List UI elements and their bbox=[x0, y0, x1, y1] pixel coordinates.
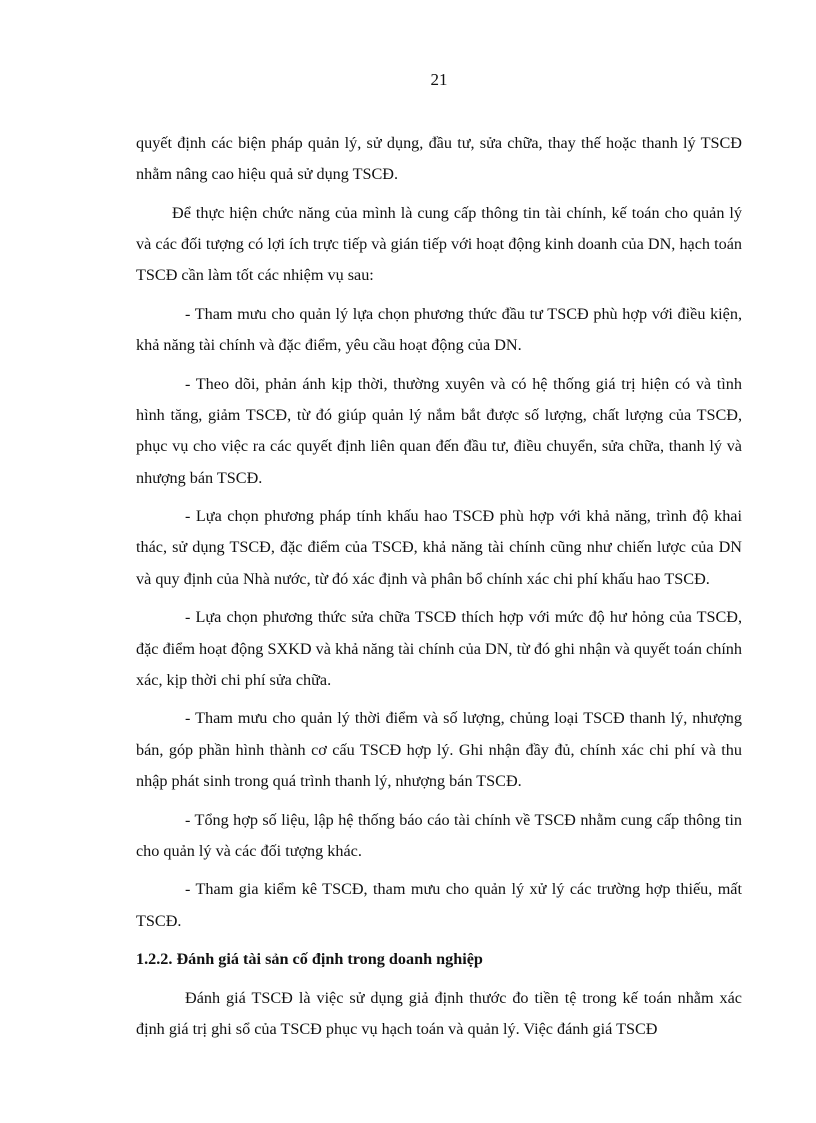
section-heading: 1.2.2. Đánh giá tài sản cố định trong doanh nghiệp bbox=[136, 950, 483, 969]
paragraph-valuation: Đánh giá TSCĐ là việc sử dụng giả định thước đo tiền tệ trong kế toán nhằm xác định giá trị ghi sổ của TSCĐ phục vụ hạch toán và quản lý. Việc đánh giá TSCĐ bbox=[136, 989, 742, 1039]
task-item-investment: - Tham mưu cho quản lý lựa chọn phương thức đầu tư TSCĐ phù hợp với điều kiện, khả năng tài chính và đặc điểm, yêu cầu hoạt động của DN. bbox=[136, 305, 742, 355]
task-item-liquidation: - Tham mưu cho quản lý thời điểm và số lượng, chủng loại TSCĐ thanh lý, nhượng bán, góp phần hình thành cơ cấu TSCĐ hợp lý. Ghi nhận đầy đủ, chính xác chi phí và thu nhập phát sinh trong quá trình thanh lý, nhượng bán TSCĐ. bbox=[136, 709, 742, 790]
task-item-reporting: - Tổng hợp số liệu, lập hệ thống báo cáo tài chính về TSCĐ nhằm cung cấp thông tin cho quản lý và các đối tượng khác. bbox=[136, 810, 742, 860]
task-item-repair: - Lựa chọn phương thức sửa chữa TSCĐ thích hợp với mức độ hư hỏng của TSCĐ, đặc điểm hoạt động SXKD và khả năng tài chính của DN, từ đó ghi nhận và quyết toán chính xác, kịp thời chi phí sửa chữa. bbox=[136, 608, 742, 689]
task-item-monitoring: - Theo dõi, phản ánh kịp thời, thường xuyên và có hệ thống giá trị hiện có và tình hình tăng, giảm TSCĐ, từ đó giúp quản lý nắm bắt được số lượng, chất lượng của TSCĐ, phục vụ cho việc ra các quyết định liên quan đến đầu tư, điều chuyển, sửa chữa, thanh lý và nhượng bán TSCĐ. bbox=[136, 374, 742, 487]
task-item-inventory: - Tham gia kiểm kê TSCĐ, tham mưu cho quản lý xử lý các trường hợp thiếu, mất TSCĐ. bbox=[136, 880, 742, 930]
task-item-depreciation: - Lựa chọn phương pháp tính khấu hao TSCĐ phù hợp với khả năng, trình độ khai thác, sử dụng TSCĐ, đặc điểm của TSCĐ, khả năng tài chính cũng như chiến lược của DN và quy định của Nhà nước, từ đó xác định và phân bổ chính xác chi phí khấu hao TSCĐ. bbox=[136, 507, 742, 588]
paragraph-continuation: quyết định các biện pháp quản lý, sử dụng, đầu tư, sửa chữa, thay thế hoặc thanh lý TSCĐ nhằm nâng cao hiệu quả sử dụng TSCĐ. bbox=[136, 134, 742, 184]
page-number: 21 bbox=[430, 70, 448, 89]
paragraph-intro-tasks: Để thực hiện chức năng của mình là cung cấp thông tin tài chính, kế toán cho quản lý và các đối tượng có lợi ích trực tiếp và gián tiếp với hoạt động kinh doanh của DN, hạch toán TSCĐ cần làm tốt các nhiệm vụ sau: bbox=[136, 203, 742, 285]
body-text bbox=[136, 128, 742, 1053]
